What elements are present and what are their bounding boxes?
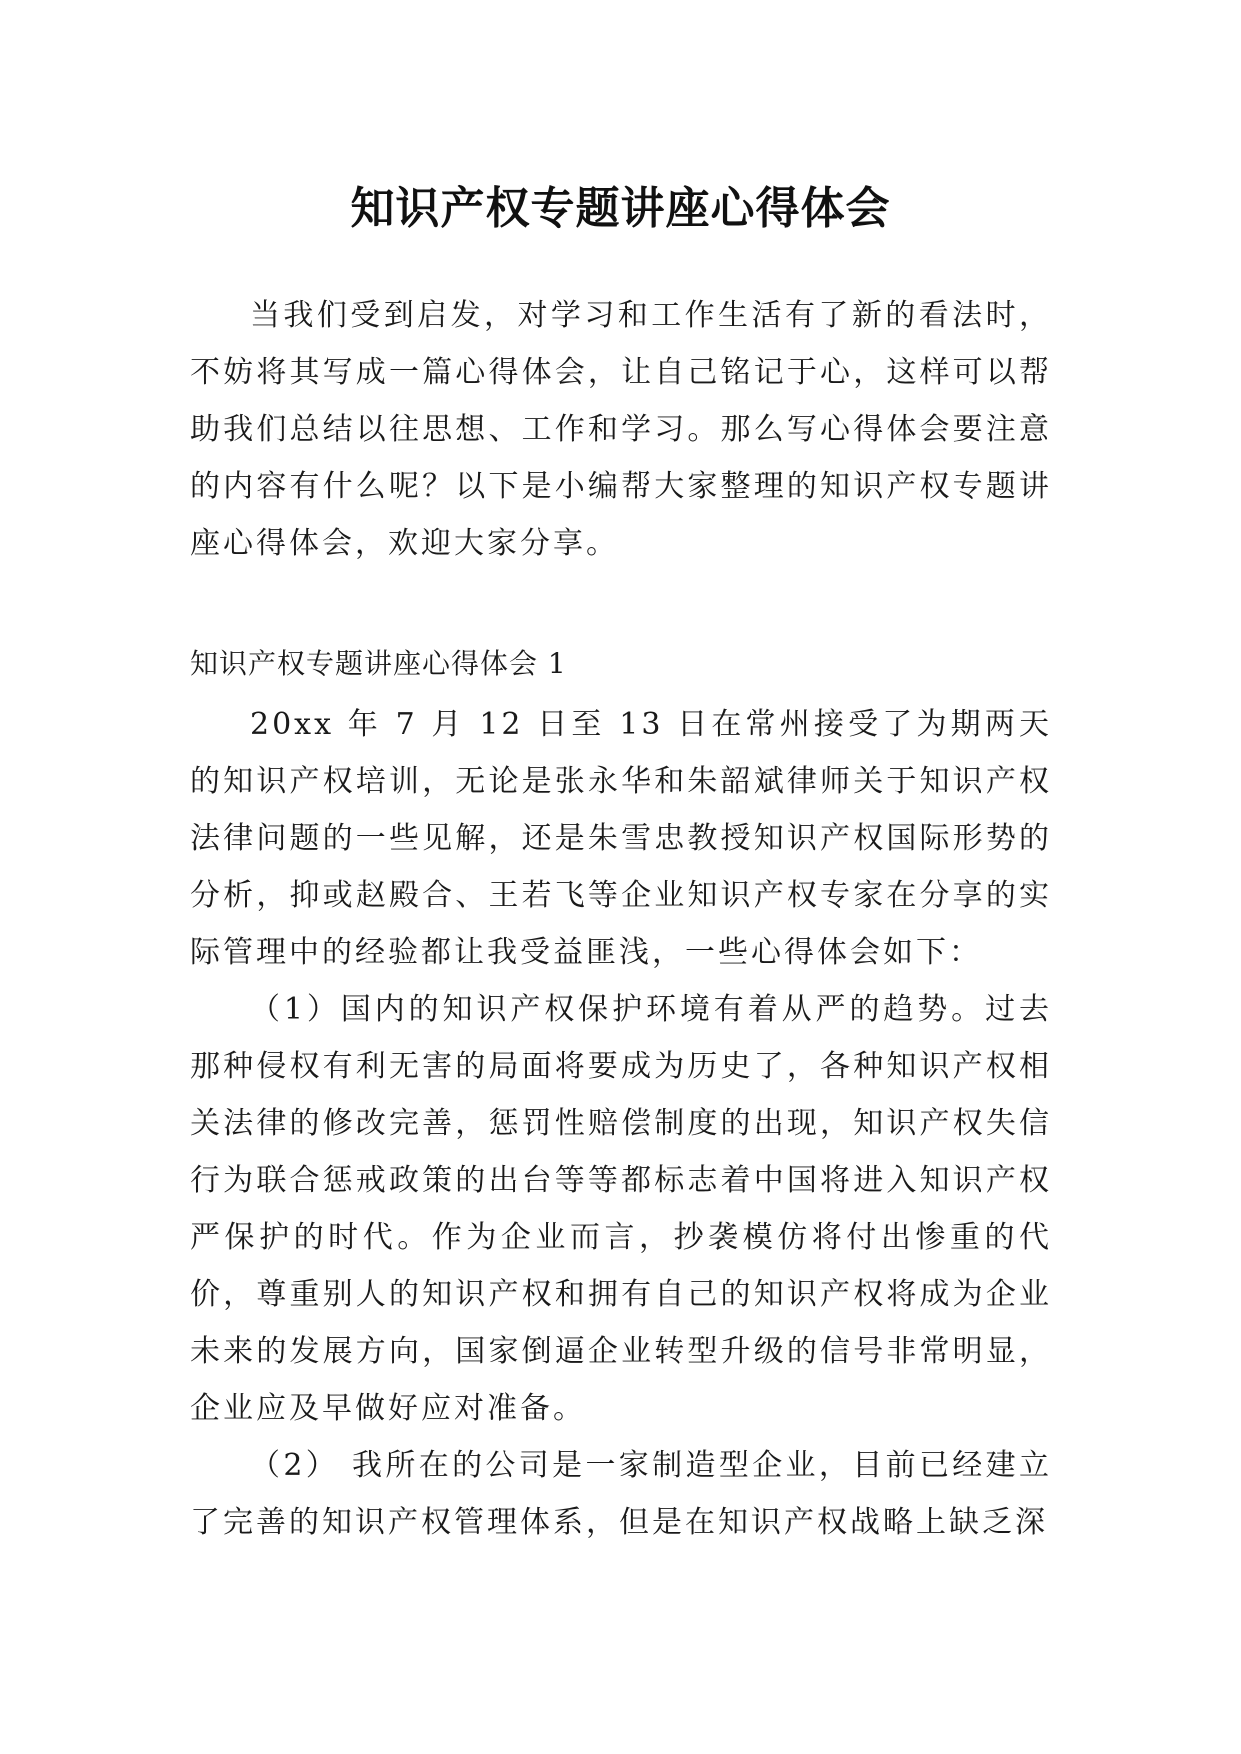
- body-paragraph-2: （1）国内的知识产权保护环境有着从严的趋势。过去那种侵权有利无害的局面将要成为历史了，各种知识产权相关法律的修改完善，惩罚性赔偿制度的出现，知识产权失信行为联合惩戒政策的出台等等都标志着中国将进入知识产权严保护的时代。作为企业而言，抄袭模仿将付出惨重的代价，尊重别人的知识产权和拥有自己的知识产权将成为企业未来的发展方向，国家倒逼企业转型升级的信号非常明显，企业应及早做好应对准备。: [190, 992, 1052, 1426]
- intro-paragraph: 当我们受到启发，对学习和工作生活有了新的看法时，不妨将其写成一篇心得体会，让自己铭记于心，这样可以帮助我们总结以往思想、工作和学习。那么写心得体会要注意的内容有什么呢？以下是小编帮大家整理的知识产权专题讲座心得体会，欢迎大家分享。: [190, 298, 1052, 561]
- document-title: 知识产权专题讲座心得体会: [350, 183, 891, 235]
- section-1: [190, 635, 1052, 1551]
- intro-section: [190, 287, 1052, 572]
- section-heading: 知识产权专题讲座心得体会 1: [190, 647, 567, 680]
- body-paragraph-1: 20xx 年 7 月 12 日至 13 日在常州接受了为期两天的知识产权培训，无论是张永华和朱韶斌律师关于知识产权法律问题的一些见解，还是朱雪忠教授知识产权国际形势的分析，抑或赵殿合、王若飞等企业知识产权专家在分享的实际管理中的经验都让我受益匪浅，一些心得体会如下：: [190, 707, 1052, 970]
- body-paragraph-3: （2） 我所在的公司是一家制造型企业，目前已经建立了完善的知识产权管理体系，但是在知识产权战略上缺乏深: [190, 1448, 1052, 1540]
